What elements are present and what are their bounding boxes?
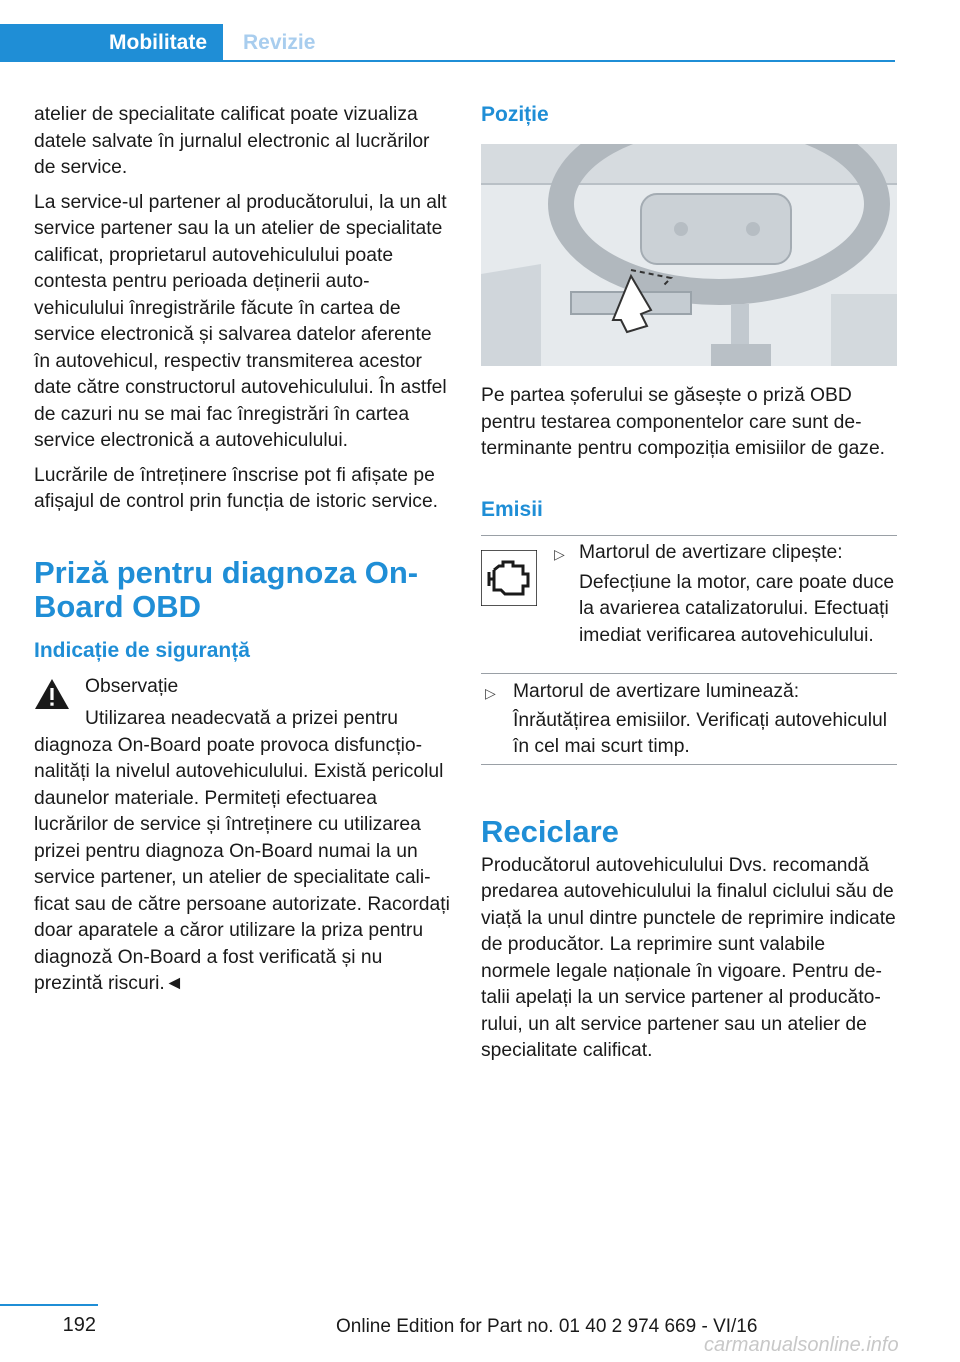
page-number: 192 — [62, 1314, 96, 1336]
section-title-obd: Priză pentru diagnoza On-Board OBD — [34, 554, 419, 624]
triangle-bullet-icon: ▷ — [485, 684, 496, 701]
tab-underline — [223, 60, 895, 62]
paragraph-reciclare: Producătorul autovehiculului Dvs. recomandă predarea autovehiculului la finalul ciclului său de viață la unul dintre punctele de reprimire indicate de producător. La reprimire sunt valabile normele legale naționale în vigoare. Pentru detalii apelați la un service partener al producătorului, un alt service partener sau un atelier de specialitate calificat. — [481, 854, 896, 1061]
row2-title: Martorul de avertizare luminează: — [513, 680, 800, 702]
table-row — [481, 535, 897, 674]
tab-mobilitate[interactable]: Mobilitate — [0, 24, 223, 62]
tab-revizie[interactable]: Revizie — [243, 31, 316, 54]
subsection-pozitie: Poziție — [481, 103, 549, 126]
table-row — [481, 674, 897, 765]
paragraph-intro: atelier de specialitate calificat poate vizualiza datele salvate în jurnalul electronic al lucrărilor de service. — [34, 104, 430, 178]
warning-note — [34, 674, 450, 701]
section-title-reciclare: Reciclare — [481, 813, 619, 849]
header-tabs — [0, 24, 895, 62]
triangle-bullet-icon: ▷ — [554, 545, 565, 562]
warning-label: Observație — [85, 675, 179, 697]
row2-text: Înrăutățirea emisiilor. Verificați autovehiculul în cel mai scurt timp. — [513, 709, 888, 757]
paragraph-pozitie: Pe partea șoferului se găsește o priză OBD pentru testarea componentelor care sunt determinante pentru compoziția emisiilor de gaze. — [481, 385, 886, 459]
row1-text: Defecțiune la motor, care poate duce la avarierea catalizatorului. Efectuați imediat verificarea autovehiculului. — [579, 571, 895, 646]
subsection-safety: Indicație de siguranță — [34, 638, 250, 662]
obd-location-illustration — [481, 144, 897, 366]
footer-rule — [0, 1304, 98, 1306]
subsection-emisii: Emisii — [481, 497, 543, 521]
paragraph-maintenance: Lucrările de întreținere înscrise pot fi afișate pe afișajul de control prin funcția de istoric service. — [34, 464, 439, 512]
right-column — [481, 102, 897, 1073]
left-column — [34, 102, 450, 1006]
edition-note: Online Edition for Part no. 01 40 2 974 669 - VI/16 — [336, 1316, 758, 1337]
paragraph-service-partner: La service-ul partener al producătorului, la un alt service partener sau la un atelier de specialitate calificat, proprietarul autovehiculului poate contesta pentru perioada deținerii autovehiculului înregistrările făcute în cartea de service electronică și salvarea datelor aferente în autovehicul, respectiv transmiterea acestor date către constructorul autovehiculului. În astfel de cazuri nu se mai fac înregistrări în cartea service electronică a autovehiculului. — [34, 191, 447, 451]
engine-warning-icon — [481, 550, 537, 606]
warning-text: Utilizarea neadecvată a prizei pentru diagnoza On-Board poate provoca disfuncționalități la nivelul autovehiculului. Există pericolul daunelor materiale. Permiteți efectuarea lucrărilor de service și întreținere cu utilizarea prizei pentru diagnoza On-Board numai la un service partener, un atelier de specialitate calificat sau de către persoane autorizate. Racordați doar aparatele a căror utilizare la priza pentru diagnoză On-Board a fost verificată și nu prezintă riscuri.◄ — [34, 708, 450, 994]
warning-triangle-icon — [34, 678, 70, 710]
row1-title: Martorul de avertizare clipește: — [579, 541, 843, 563]
emissions-table — [481, 535, 897, 765]
watermark-text: carmanualsonline.info — [704, 1334, 899, 1356]
